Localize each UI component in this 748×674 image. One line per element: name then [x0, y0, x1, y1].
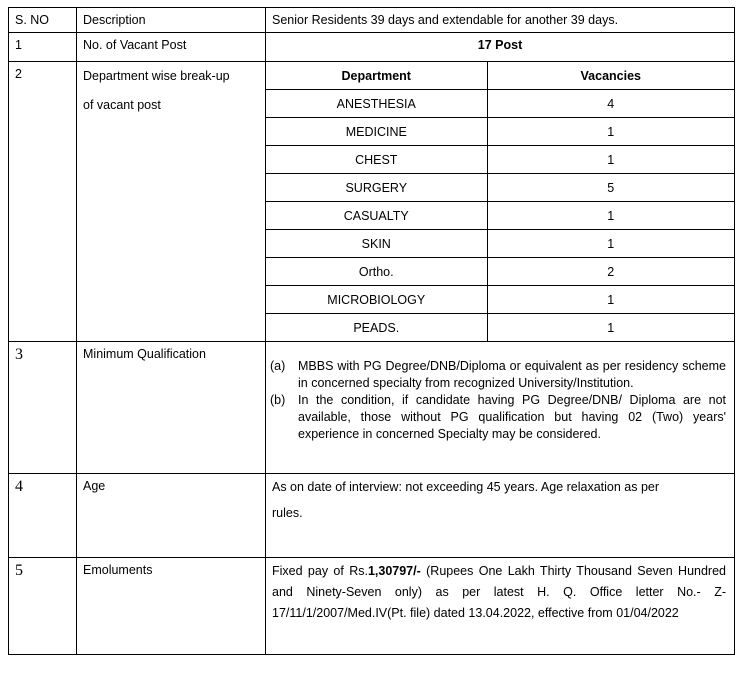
department-vacancies: 4	[487, 90, 734, 118]
department-vacancies: 1	[487, 146, 734, 174]
age-text-line1: As on date of interview: not exceeding 45 years. Age relaxation as per	[272, 480, 660, 494]
emoluments-amount: 1,30797/-	[367, 564, 421, 578]
breakup-label	[77, 62, 265, 123]
department-col-header: Department	[266, 62, 487, 90]
age-row	[9, 474, 735, 558]
qualification-row	[9, 342, 735, 474]
department-vacancies: 1	[487, 202, 734, 230]
qualification-text: In the condition, if candidate having PG Degree/DNB/ Diploma are not available, those without PG qualification but having 02 (Two) years' experience in concerned Specialty may be considered.	[298, 393, 726, 441]
emoluments-text	[266, 558, 734, 627]
vacancies-col-header: Vacancies	[487, 62, 734, 90]
department-vacancies: 1	[487, 118, 734, 146]
qualification-text: MBBS with PG Degree/DNB/Diploma or equivalent as per residency scheme in concerned specialty from recognized University/Institution.	[298, 359, 726, 390]
age-sno: 4	[15, 478, 23, 495]
emoluments-label: Emoluments	[83, 563, 153, 577]
department-row	[266, 202, 734, 230]
qualification-list	[270, 358, 726, 443]
emoluments-prefix: Fixed pay of Rs.	[272, 564, 368, 578]
department-row	[266, 118, 734, 146]
department-row	[266, 258, 734, 286]
vacant-sno: 1	[15, 38, 22, 52]
vacant-post-row	[9, 33, 735, 62]
header-detail-text: Senior Residents 39 days and extendable for another 39 days.	[272, 13, 619, 27]
header-description-text: Description	[83, 13, 146, 27]
breakup-label-line1: Department wise break-up	[83, 69, 230, 83]
qualification-label: Minimum Qualification	[83, 347, 206, 361]
department-name: ANESTHESIA	[266, 90, 487, 118]
department-name: SURGERY	[266, 174, 487, 202]
department-name: MEDICINE	[266, 118, 487, 146]
department-name: CHEST	[266, 146, 487, 174]
header-detail	[266, 8, 735, 33]
breakup-label-line2: of vacant post	[83, 98, 161, 112]
department-name: CASUALTY	[266, 202, 487, 230]
department-vacancies: 2	[487, 258, 734, 286]
department-name: Ortho.	[266, 258, 487, 286]
breakup-sno: 2	[15, 67, 22, 81]
emoluments-suffix: (Rupees One Lakh Thirty Thousand Seven Hundred and Ninety-Seven only) as per latest H. Q. Office letter No.- Z-17/11/1/2007/Med.IV(Pt. file) dated 13.04.2022, effective from 01/04/2022	[272, 564, 726, 620]
vacant-value: 17 Post	[477, 38, 523, 52]
department-header-row	[266, 62, 734, 90]
age-text-line2: rules.	[272, 506, 303, 520]
department-row	[266, 90, 734, 118]
department-table	[266, 62, 734, 341]
qualification-item	[270, 392, 726, 443]
department-row	[266, 314, 734, 342]
department-vacancies: 5	[487, 174, 734, 202]
department-vacancies: 1	[487, 230, 734, 258]
department-row	[266, 146, 734, 174]
qualification-sno: 3	[15, 346, 23, 363]
header-row	[9, 8, 735, 33]
header-sno	[9, 8, 77, 33]
department-name: PEADS.	[266, 314, 487, 342]
age-text	[266, 474, 734, 525]
qualification-item	[270, 358, 726, 392]
header-description	[77, 8, 266, 33]
qualification-marker: (a)	[270, 359, 286, 373]
department-row	[266, 230, 734, 258]
emoluments-row	[9, 558, 735, 655]
header-sno-text: S. NO	[15, 13, 50, 27]
emoluments-sno: 5	[15, 562, 23, 579]
department-name: MICROBIOLOGY	[266, 286, 487, 314]
department-vacancies: 1	[487, 286, 734, 314]
recruitment-table	[8, 7, 735, 655]
department-row	[266, 174, 734, 202]
age-label: Age	[83, 479, 106, 493]
department-row	[266, 286, 734, 314]
vacant-label: No. of Vacant Post	[83, 38, 187, 52]
department-name: SKIN	[266, 230, 487, 258]
qualification-marker: (b)	[270, 393, 286, 407]
department-vacancies: 1	[607, 320, 615, 335]
breakup-row	[9, 62, 735, 342]
